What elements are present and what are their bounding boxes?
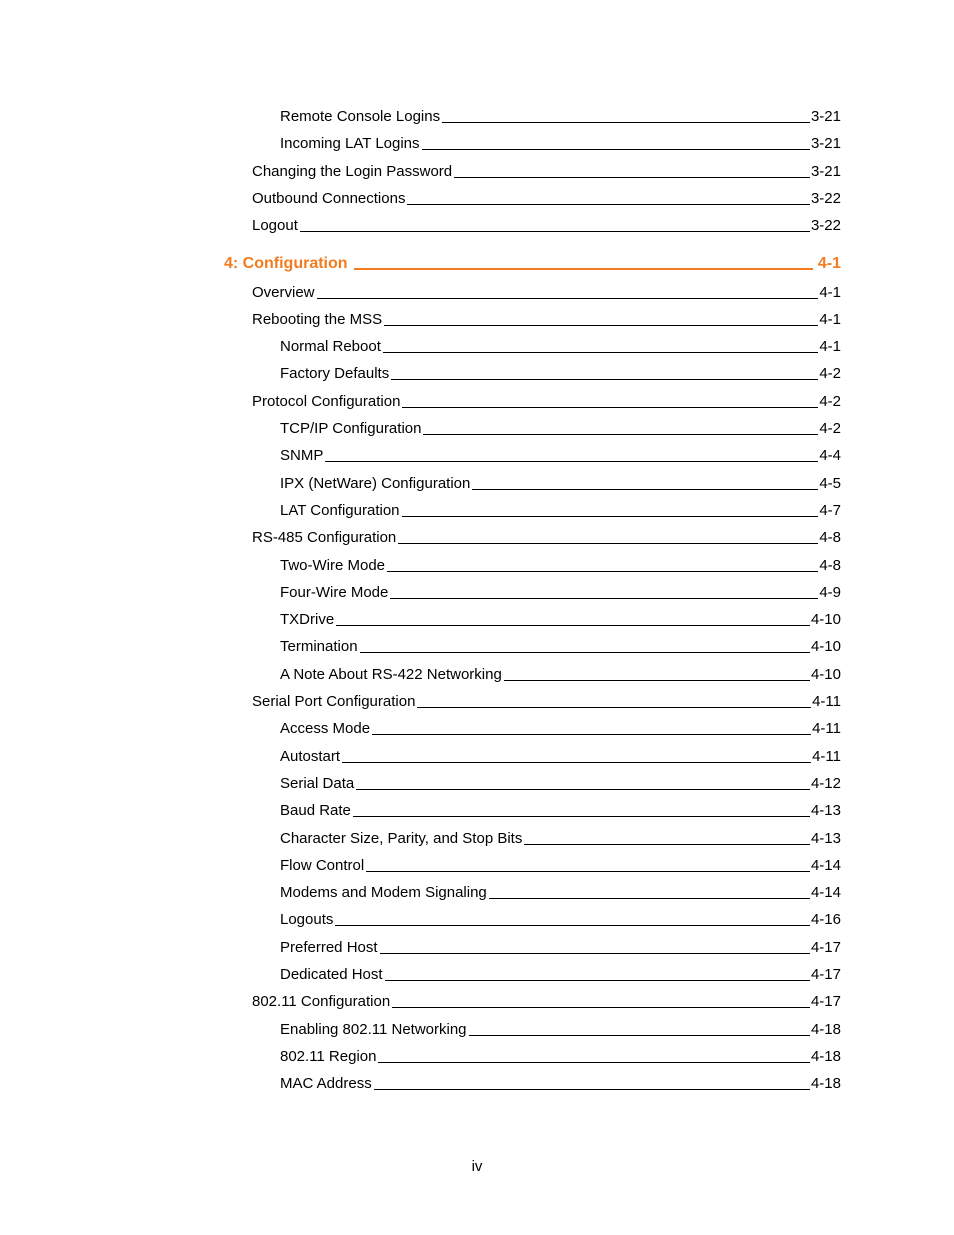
toc-entry-page: 4-10 — [810, 665, 841, 683]
toc-leader-line — [300, 231, 810, 232]
toc-leader-line — [317, 298, 819, 299]
toc-entry[interactable] — [252, 184, 841, 208]
toc-leader-line — [336, 625, 810, 626]
toc-entry[interactable] — [280, 796, 841, 820]
toc-leader-line — [391, 379, 818, 380]
toc-entry-page: 4-4 — [819, 447, 841, 465]
toc-entry-label: Rebooting the MSS — [252, 310, 383, 328]
toc-leader-line — [378, 1062, 810, 1063]
toc-leader-line — [342, 762, 811, 763]
toc-entry-page: 4-13 — [810, 829, 841, 847]
toc-entry-label: Changing the Login Password — [252, 162, 453, 180]
toc-entry-page: 4-7 — [819, 501, 841, 519]
toc-leader-line — [384, 325, 818, 326]
toc-entry[interactable] — [280, 905, 841, 929]
toc-entry[interactable] — [252, 305, 841, 329]
toc-entry-page: 4-5 — [819, 474, 841, 492]
toc-entry[interactable] — [252, 211, 841, 235]
toc-leader-line — [442, 122, 810, 123]
toc-leader-line — [402, 407, 818, 408]
toc-entry-label: TCP/IP Configuration — [280, 420, 422, 437]
toc-entry[interactable] — [252, 157, 841, 181]
toc-entry-label: Logouts — [280, 911, 334, 929]
toc-entry-label: Overview — [252, 283, 315, 301]
toc-leader-line — [335, 925, 810, 926]
toc-entry-label: Four-Wire Mode — [280, 583, 389, 601]
toc-entry-label: Logout — [252, 217, 298, 235]
toc-entry-label: Incoming LAT Logins — [280, 135, 420, 153]
toc-entry[interactable] — [280, 933, 841, 957]
toc-entry[interactable] — [280, 496, 841, 520]
toc-entry-page: 4-18 — [810, 1020, 841, 1038]
toc-leader-line — [398, 543, 818, 544]
toc-entry-page: 4-17 — [810, 966, 841, 983]
toc-entry-label: Character Size, Parity, and Stop Bits — [280, 829, 523, 847]
toc-entry[interactable] — [280, 1015, 841, 1039]
toc-entry[interactable] — [280, 769, 841, 793]
toc-entry[interactable] — [280, 1069, 841, 1093]
toc-leader-line — [454, 177, 810, 178]
toc-entry[interactable] — [280, 551, 841, 575]
toc-entry[interactable] — [280, 632, 841, 656]
toc-entry-page: 4-2 — [819, 392, 841, 410]
toc-entry-label: Outbound Connections — [252, 189, 406, 207]
toc-entry-page: 4-12 — [810, 774, 841, 792]
toc-leader-line — [383, 352, 818, 353]
toc-entry-page: 4-10 — [810, 611, 841, 629]
toc-leader-line — [407, 204, 810, 205]
toc-entry-page: 4-1 — [819, 338, 841, 356]
toc-leader-line — [372, 734, 811, 735]
toc-entry-label: Two-Wire Mode — [280, 556, 386, 574]
toc-entry[interactable] — [252, 987, 841, 1011]
toc-leader-line — [489, 898, 810, 899]
toc-entry-label: TXDrive — [280, 611, 335, 629]
toc-entry[interactable] — [280, 578, 841, 602]
toc-entry-page: 4-1 — [819, 310, 841, 328]
page-number: iv — [471, 1158, 483, 1175]
toc-entry-label: Termination — [280, 638, 358, 656]
toc-entry-page: 4-2 — [819, 420, 841, 437]
toc-entry-label: MAC Address — [280, 1075, 372, 1093]
toc-entry-page: 4-14 — [810, 856, 841, 874]
toc-leader-line — [392, 1007, 810, 1008]
toc-entry-page: 3-21 — [810, 108, 841, 125]
toc-leader-line — [325, 461, 818, 462]
toc-leader-line — [385, 980, 810, 981]
toc-entry[interactable] — [252, 278, 841, 302]
toc-entry-page: 4-16 — [810, 911, 841, 929]
toc-leader-line — [417, 707, 811, 708]
toc-entry-label: Autostart — [280, 747, 341, 765]
toc-entry-page: 3-22 — [810, 217, 841, 235]
toc-leader-line — [402, 516, 819, 517]
toc-entry-page: 4-8 — [819, 529, 841, 547]
toc-entry[interactable] — [280, 878, 841, 902]
toc-entry[interactable] — [280, 332, 841, 356]
toc-entry-page: 4-1 — [819, 283, 841, 301]
toc-entry[interactable] — [252, 523, 841, 547]
toc-leader-line — [524, 844, 810, 845]
toc-leader-line — [469, 1035, 810, 1036]
toc-leader-line — [354, 268, 813, 270]
toc-leader-line — [353, 816, 810, 817]
toc-leader-line — [356, 789, 810, 790]
toc-entry-label: Flow Control — [280, 856, 365, 874]
toc-entry-page: 3-22 — [810, 189, 841, 207]
toc-entry[interactable] — [252, 687, 841, 711]
toc-entry-label: Serial Port Configuration — [252, 693, 416, 710]
toc-entry-page: 4-13 — [810, 802, 841, 820]
toc-entry[interactable] — [280, 441, 841, 465]
toc-entry-page: 4-14 — [810, 884, 841, 902]
toc-entry-label: 802.11 Region — [280, 1047, 377, 1065]
toc-entry-label: 802.11 Configuration — [252, 993, 391, 1011]
toc-entry-page: 4-17 — [810, 938, 841, 956]
toc-leader-line — [390, 598, 818, 599]
toc-leader-line — [380, 953, 810, 954]
toc-entry-page: 4-9 — [819, 583, 841, 601]
toc-entry-label: Normal Reboot — [280, 338, 381, 356]
toc-entry-label: Enabling 802.11 Networking — [280, 1020, 467, 1038]
toc-leader-line — [423, 434, 818, 435]
toc-entry-page: 4-11 — [812, 720, 841, 738]
toc-entry[interactable] — [280, 469, 841, 493]
toc-entry[interactable] — [280, 742, 841, 766]
toc-leader-line — [360, 652, 810, 653]
toc-entry-label: 4: Configuration — [224, 254, 348, 272]
toc-entry[interactable] — [280, 359, 841, 383]
toc-leader-line — [422, 149, 810, 150]
toc-entry[interactable] — [280, 102, 841, 126]
toc-entry[interactable] — [280, 129, 841, 153]
toc-entry[interactable] — [280, 714, 841, 738]
toc-entry-page: 4-18 — [810, 1075, 841, 1093]
toc-entry[interactable] — [280, 960, 841, 984]
toc-entry-page: 4-2 — [819, 365, 841, 383]
toc-entry[interactable] — [280, 414, 841, 438]
toc-entry[interactable] — [280, 824, 841, 848]
toc-entry-label: Dedicated Host — [280, 966, 383, 983]
toc-entry[interactable] — [280, 605, 841, 629]
toc-leader-line — [374, 1089, 810, 1090]
toc-leader-line — [472, 489, 818, 490]
toc-entry-label: RS-485 Configuration — [252, 529, 397, 547]
toc-entry-label: LAT Configuration — [280, 501, 400, 519]
toc-entry[interactable] — [280, 660, 841, 684]
toc-entry-label: Access Mode — [280, 720, 371, 738]
toc-entry-label: Modems and Modem Signaling — [280, 884, 487, 902]
toc-entry-page: 4-18 — [810, 1047, 841, 1065]
toc-entry-page: 4-17 — [810, 993, 841, 1011]
toc-leader-line — [366, 871, 810, 872]
toc-entry-label: IPX (NetWare) Configuration — [280, 474, 471, 492]
toc-chapter-entry[interactable] — [224, 249, 841, 273]
toc-entry-page: 4-11 — [812, 693, 841, 710]
toc-entry-page: 4-11 — [812, 747, 841, 765]
toc-entry-page: 4-1 — [817, 254, 841, 272]
toc-entry-label: SNMP — [280, 447, 324, 465]
toc-entry[interactable] — [280, 851, 841, 875]
toc-entry-page: 3-21 — [810, 162, 841, 180]
toc-entry-label: Remote Console Logins — [280, 108, 441, 125]
toc-entry-page: 4-8 — [819, 556, 841, 574]
toc-entry-label: A Note About RS-422 Networking — [280, 665, 502, 683]
toc-entry-page: 3-21 — [810, 135, 841, 153]
toc-entry-page: 4-10 — [810, 638, 841, 656]
toc-leader-line — [387, 571, 818, 572]
toc-entry-label: Protocol Configuration — [252, 392, 401, 410]
toc-entry[interactable] — [280, 1042, 841, 1066]
toc-entry-label: Preferred Host — [280, 938, 378, 956]
toc-entry-label: Serial Data — [280, 774, 355, 792]
toc-leader-line — [504, 680, 810, 681]
toc-entry-label: Baud Rate — [280, 802, 351, 820]
toc-entry[interactable] — [252, 387, 841, 411]
toc-entry-label: Factory Defaults — [280, 365, 390, 383]
